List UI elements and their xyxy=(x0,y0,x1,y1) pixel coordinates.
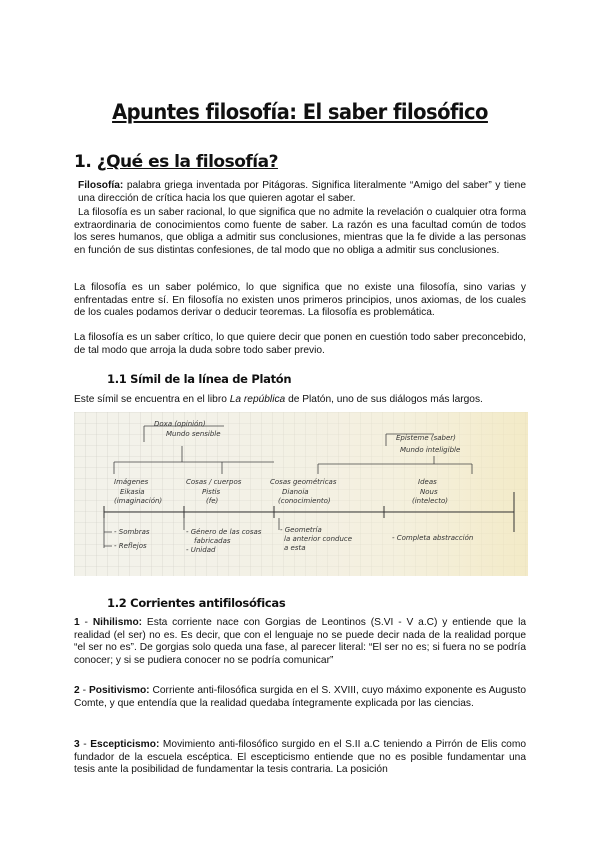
col2-title: Cosas / cuerpos xyxy=(186,478,242,486)
page-title: Apuntes filosofía: El saber filosófico xyxy=(112,100,488,124)
item2-term: Positivismo: xyxy=(88,685,150,696)
item-positivismo: 2 - Positivismo: Corriente anti-filosófica surgida en el S. XVIII, cuyo máximo exponente es Augusto Comte, y que entendía que la realidad quedaba íntegramente explicada por las ciencias. xyxy=(74,685,526,709)
definition-text: palabra griega inventada por Pitágoras. Significa literalmente “Amigo del saber” y tiene una dirección de crítica hacia los que quieren agotar el saber. xyxy=(78,180,526,204)
label-mundo-sensible: Mundo sensible xyxy=(166,430,221,438)
book-title: La república xyxy=(229,394,286,405)
item1-text: Esta corriente nace con Gorgias de Leontinos (S.VI - V a.C) y entiende que la realidad (el ser) no es. Es decir, que con el lenguaje no se puede decir nada de la realidad porque “el ser no es”. De gorgias solo queda una fase, al parecer literal: “El ser no es; si fuera no se podría conocer; y si se pudiera conocer no se podría comunicar” xyxy=(74,617,526,666)
item1-number: 1 xyxy=(74,617,80,628)
col2-sub1: Pistis xyxy=(202,488,221,496)
col3-sub1: Dianoia xyxy=(282,488,309,496)
diagram-svg xyxy=(74,412,528,576)
definition-paragraph xyxy=(74,180,526,205)
col4-sub2: (intelecto) xyxy=(412,497,449,505)
item3-term: Escepticismo: xyxy=(90,739,160,750)
col3-title: Cosas geométricas xyxy=(270,478,337,486)
note-sombras: - Sombras xyxy=(114,528,150,536)
note-conduce: la anterior conduce xyxy=(284,535,353,543)
platon-intro xyxy=(74,394,534,407)
col4-sub1: Nous xyxy=(420,488,438,496)
paragraph-polemico: La filosofía es un saber polémico, lo que significa que no existe una filosofía, sino varias y enfrentadas entre sí. En filosofía no existen unos primeros principios, unos axiomas, de los cuales de los cuales podamos derivar o deducir teoremas. La filosofía es problemática. xyxy=(74,282,526,319)
label-mundo-inteligible: Mundo inteligible xyxy=(400,446,461,454)
section-1-title: ¿Qué es la filosofía? xyxy=(96,152,278,172)
note-abstraccion: - Completa abstracción xyxy=(392,534,474,542)
note-reflejos: - Reflejos xyxy=(114,542,147,550)
label-episteme: Episteme (saber) xyxy=(396,434,456,442)
item-escepticismo: 3 - Escepticismo: Movimiento anti-filosófico surgido en el S.II a.C teniendo a Pirrón de Elis como fundador de la escuela escéptica. El escepticismo entiende que no es posible fundamentar una tesis ante la posibilidad de fundamentar la tesis contraria. La posición xyxy=(74,739,526,776)
item2-text: Corriente anti-filosófica surgida en el S. XVIII, cuyo máximo exponente es Augusto Comte, y que entendía que la realidad quedaba íntegramente explicada por las ciencias. xyxy=(74,685,526,709)
note-unidad: - Unidad xyxy=(186,546,216,554)
col1-title: Imágenes xyxy=(114,478,149,486)
section-1-2-heading: 1.2 Corrientes antifilosóficas xyxy=(107,596,286,610)
paragraph-racional: La filosofía es un saber racional, lo que significa que no admite la revelación o cualquier otra forma extraordinaria de conocimientos como fuente de saber. La razón es una facultad común de todos los seres humanos, que obliga a admitir sus conclusiones, mientras que la fe divide a las personas en función de sus distintas confesiones, de tal modo que no obliga a admitir sus conclusiones. xyxy=(74,207,526,256)
definition-term: Filosofía: xyxy=(78,180,124,191)
note-genero: - Género de las cosas xyxy=(186,528,262,536)
item3-text: Movimiento anti-filosófico surgido en el S.II a.C teniendo a Pirrón de Elis como fundador de la escuela escéptica. El escepticismo entiende que no es posible fundamentar una tesis ante la posibilidad de fundamentar la tesis contraria. La posición xyxy=(74,739,526,776)
item1-term: Nihilismo: xyxy=(92,617,143,628)
note-a-esta: a esta xyxy=(284,544,306,552)
section-1-1-heading: 1.1 Símil de la línea de Platón xyxy=(107,372,292,386)
platon-line-diagram xyxy=(74,412,528,576)
col1-sub2: (imaginación) xyxy=(114,497,163,505)
paragraph-critico: La filosofía es un saber crítico, lo que quiere decir que ponen en cuestión todo saber preconcebido, de tal modo que arroja la duda sobre todo saber previo. xyxy=(74,332,526,356)
intro-text-end: de Platón, uno de sus diálogos más largos. xyxy=(285,394,483,405)
section-1-heading xyxy=(74,152,278,172)
item3-number: 3 xyxy=(74,739,80,750)
item-nihilismo: 1 - Nihilismo: Esta corriente nace con Gorgias de Leontinos (S.VI - V a.C) y entiende que la realidad (el ser) no es. Es decir, que con el lenguaje no se puede decir nada de la realidad porque “el ser no es”. De gorgias solo queda una fase, al parecer literal: “El ser no es; si fuera no se podría conocer; y si se pudiera conocer no se podría comunicar” xyxy=(74,617,526,666)
note-geometria: - Geometría xyxy=(280,526,322,534)
item2-number: 2 xyxy=(74,685,80,696)
col2-sub2: (fe) xyxy=(206,497,219,505)
note-fabricadas: fabricadas xyxy=(194,537,231,545)
col4-title: Ideas xyxy=(418,478,437,486)
col1-sub1: Eikasia xyxy=(120,488,145,496)
intro-text-start: Este símil se encuentra en el libro xyxy=(74,394,230,405)
col3-sub2: (conocimiento) xyxy=(278,497,331,505)
label-doxa: Doxa (opinión) xyxy=(154,420,206,428)
section-1-number: 1. xyxy=(74,152,92,172)
